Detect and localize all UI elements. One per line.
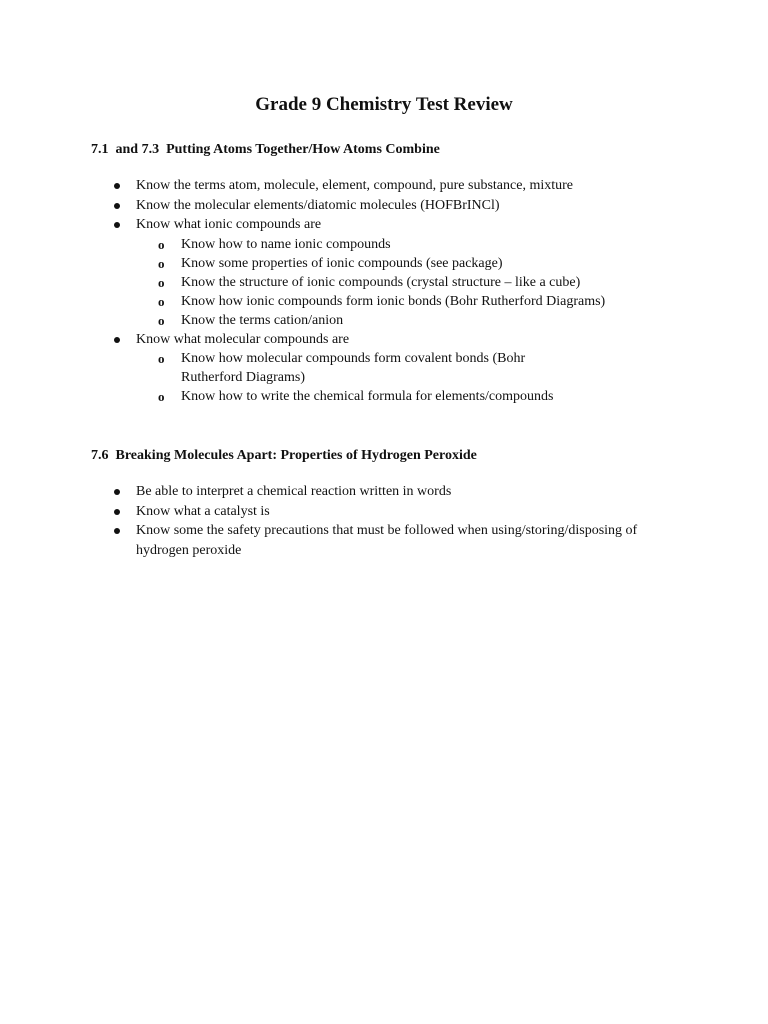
list-item [91, 482, 711, 502]
bullet-icon [114, 222, 120, 228]
list-item [91, 196, 711, 216]
sub-list-item-text: Know how to write the chemical formula for elements/compounds [181, 389, 554, 404]
sub-bullet-icon: o [158, 389, 165, 404]
section-hydrogen-peroxide [91, 448, 711, 560]
sub-bullet-icon: o [158, 312, 165, 328]
sub-list-item-text: Know some properties of ionic compounds (see package) [181, 255, 503, 271]
list-item [91, 215, 711, 330]
sub-list-item-text: Know how to name ionic compounds [181, 236, 391, 252]
list-item [91, 176, 711, 196]
sub-list [136, 235, 711, 330]
sub-bullet-icon: o [158, 255, 165, 271]
section-heading: 7.1 and 7.3 Putting Atoms Together/How Atoms Combine [91, 142, 440, 157]
sub-bullet-icon: o [158, 351, 165, 366]
list-item-text: Know what molecular compounds are [136, 331, 350, 347]
sub-list-item [136, 387, 711, 406]
bullet-list [91, 176, 711, 406]
bullet-list [91, 482, 711, 560]
bullet-icon [114, 337, 120, 343]
sub-list [136, 349, 711, 406]
sub-list-item [136, 273, 711, 292]
bullet-icon [114, 489, 120, 495]
list-item [91, 502, 711, 522]
list-item-text: Know some the safety precautions that must be followed when using/storing/disposing of hydrogen peroxide [136, 523, 638, 558]
sub-list-item [136, 254, 711, 273]
sub-list-item-text: Know the terms cation/anion [181, 312, 344, 328]
sub-list-item-text: Know the structure of ionic compounds (crystal structure – like a cube) [181, 274, 581, 290]
bullet-icon [114, 509, 120, 515]
sub-list-item-text: Know how molecular compounds form covalent bonds (Bohr Rutherford Diagrams) [181, 351, 526, 385]
list-item-text: Know the terms atom, molecule, element, compound, pure substance, mixture [136, 178, 573, 193]
list-item-text: Know what ionic compounds are [136, 217, 322, 232]
sub-list-item [136, 292, 711, 311]
document-title: Grade 9 Chemistry Test Review [255, 94, 513, 115]
sub-bullet-icon: o [158, 274, 165, 290]
sub-bullet-icon: o [158, 236, 165, 252]
list-item-text: Know what a catalyst is [136, 503, 270, 519]
list-item [91, 521, 711, 560]
sub-list-item [136, 311, 711, 330]
list-item [91, 330, 711, 407]
sub-list-item [136, 349, 711, 387]
section-heading: 7.6 Breaking Molecules Apart: Properties of Hydrogen Peroxide [91, 448, 477, 463]
list-item-text: Be able to interpret a chemical reaction written in words [136, 484, 452, 499]
bullet-icon [114, 183, 120, 189]
sub-bullet-icon: o [158, 293, 165, 309]
list-item-text: Know the molecular elements/diatomic molecules (HOFBrINCl) [136, 197, 500, 213]
sub-list-item [136, 235, 711, 254]
sub-list-item-text: Know how ionic compounds form ionic bonds (Bohr Rutherford Diagrams) [181, 293, 606, 309]
section-atoms [91, 142, 711, 406]
bullet-icon [114, 528, 120, 534]
bullet-icon [114, 203, 120, 209]
